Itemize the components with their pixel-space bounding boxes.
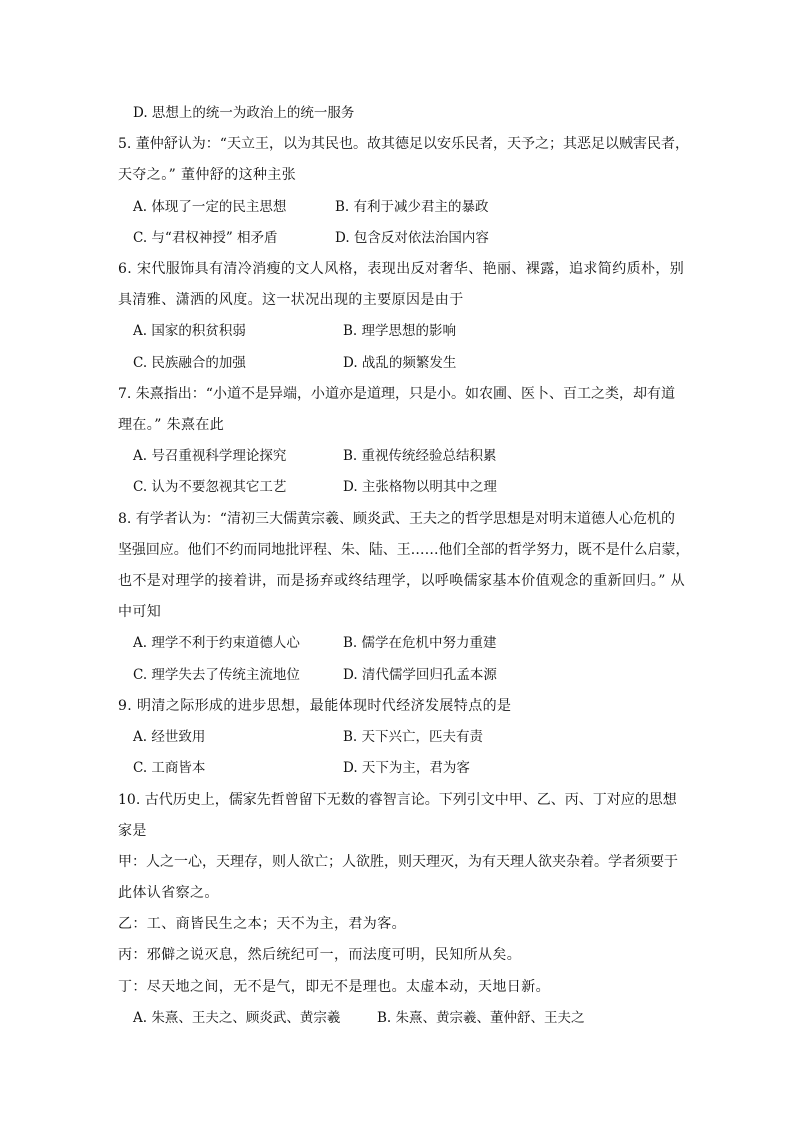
q5-option-d: D. 包含反对依法治国内容 (335, 230, 489, 246)
q10-quote-bing: 丙：邪僻之说灭息，然后统纪可一，而法度可明，民知所从矣。 (118, 947, 522, 963)
q6-option-b: B. 理学思想的影响 (343, 323, 457, 339)
q6-stem-line-2: 具清雅、潇洒的风度。这一状况出现的主要原因是由于 (118, 292, 464, 308)
q8-stem-line-2: 坚强回应。他们不约而同地批评程、朱、陆、王……他们全部的哲学努力，既不是什么启蒙， (118, 542, 690, 558)
q7-option-c: C. 认为不要忽视其它工艺 (133, 479, 287, 495)
q7-option-d: D. 主张格物以明其中之理 (343, 479, 497, 495)
q9-option-b: B. 天下兴亡，匹夫有责 (343, 729, 484, 745)
q6-stem-line-1: 6. 宋代服饰具有清冷消瘦的文人风格，表现出反对奢华、艳丽、裸露，追求简约质朴，别 (118, 261, 685, 277)
q10-stem-line-2: 家是 (118, 823, 147, 839)
q5-option-c: C. 与“君权神授” 相矛盾 (133, 230, 278, 246)
q10-option-a: A. 朱熹、王夫之、顾炎武、黄宗羲 (133, 1010, 341, 1026)
q7-stem-line-1: 7. 朱熹指出：“小道不是异端，小道亦是道理，只是小。如农圃、医卜、百工之类，却有道 (118, 386, 675, 402)
q9-stem-line-1: 9. 明清之际形成的进步思想，最能体现时代经济发展特点的是 (118, 698, 512, 714)
q8-option-a: A. 理学不利于约束道德人心 (133, 635, 300, 651)
q6-option-c: C. 民族融合的加强 (133, 355, 246, 371)
q8-option-c: C. 理学失去了传统主流地位 (133, 667, 300, 683)
q5-stem-line-1: 5. 董仲舒认为：“天立王，以为其民也。故其德足以安乐民者，天予之；其恶足以贼害民者， (118, 136, 689, 152)
q5-stem-line-2: 天夺之。” 董仲舒的这种主张 (118, 167, 297, 183)
q10-option-b: B. 朱熹、黄宗羲、董仲舒、王夫之 (377, 1010, 585, 1026)
q10-stem-line-1: 10. 古代历史上，儒家先哲曾留下无数的睿智言论。下列引文中甲、乙、丙、丁对应的思想 (118, 792, 677, 808)
q6-option-d: D. 战乱的频繁发生 (343, 355, 457, 371)
q8-stem-line-1: 8. 有学者认为：“清初三大儒黄宗羲、顾炎武、王夫之的哲学思想是对明末道德人心危机的 (118, 511, 675, 527)
q7-stem-line-2: 理在。” 朱熹在此 (118, 417, 225, 433)
q8-option-d: D. 清代儒学回归孔孟本源 (343, 667, 497, 683)
q7-option-a: A. 号召重视科学理论探究 (133, 448, 287, 464)
q6-option-a: A. 国家的积贫积弱 (133, 323, 246, 339)
q7-option-b: B. 重视传统经验总结积累 (343, 448, 497, 464)
q10-quote-yi: 乙：工、商皆民生之本；天不为主，君为客。 (118, 916, 406, 932)
q8-stem-line-3: 也不是对理学的接着讲，而是扬弃或终结理学，以呼唤儒家基本价值观念的重新回归。” 从 (118, 573, 686, 589)
q9-option-d: D. 天下为主，君为客 (343, 760, 470, 776)
q8-option-b: B. 儒学在危机中努力重建 (343, 635, 497, 651)
q10-quote-ding: 丁：尽天地之间，无不是气，即无不是理也。太虚本动，天地日新。 (118, 979, 550, 995)
q5-option-b: B. 有利于减少君主的暴政 (335, 199, 489, 215)
q9-option-a: A. 经世致用 (133, 729, 206, 745)
q9-option-c: C. 工商皆本 (133, 760, 206, 776)
q8-stem-line-4: 中可知 (118, 604, 162, 620)
q5-option-a: A. 体现了一定的民主思想 (133, 199, 287, 215)
q10-quote-jia-line-1: 甲：人之一心，天理存，则人欲亡；人欲胜，则天理灭，为有天理人欲夹杂着。学者须要于 (118, 854, 678, 870)
q4-option-d: D. 思想上的统一为政治上的统一服务 (133, 105, 355, 121)
q10-quote-jia-line-2: 此体认省察之。 (118, 885, 219, 901)
